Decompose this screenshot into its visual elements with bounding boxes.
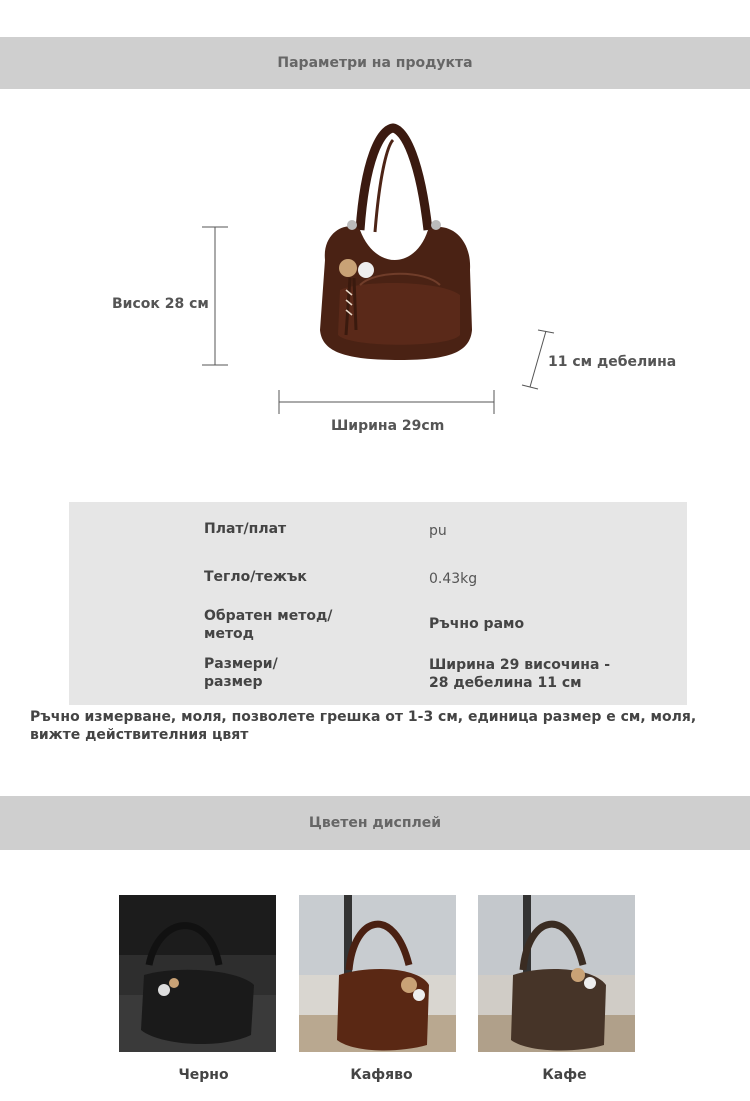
measurement-note: Ръчно измерване, моля, позволете грешка от 1-3 см, единица размер е см, моля, вижте действителния цвят (30, 709, 697, 743)
section-header-colors (0, 796, 750, 850)
bag-photo-coffee (478, 895, 635, 1052)
spec-key-size: Размери/ размер (204, 656, 278, 690)
spec-table (69, 502, 687, 705)
bag-photo-brown (299, 895, 456, 1052)
color-swatch-black[interactable] (119, 895, 276, 1052)
bag-image (300, 120, 490, 370)
section-title: Цветен дисплей (308, 815, 442, 831)
color-swatch-brown[interactable] (299, 895, 456, 1052)
spec-value-carry-method: Ръчно рамо (429, 616, 525, 632)
width-dimension-line (277, 388, 497, 416)
color-label-brown: Кафяво (350, 1067, 413, 1083)
spec-value-weight: 0.43kg (429, 571, 478, 587)
color-label-coffee: Кафе (542, 1067, 587, 1083)
spec-key-carry-method: Обратен метод/ метод (204, 608, 333, 642)
color-label-black: Черно (178, 1067, 229, 1083)
bag-photo-black (119, 895, 276, 1052)
spec-key-material: Плат/плат (204, 521, 287, 537)
spec-value-size: Ширина 29 височина - 28 дебелина 11 см (429, 657, 611, 691)
section-header-parameters (0, 37, 750, 89)
spec-key-weight: Тегло/тежък (204, 569, 307, 585)
color-swatch-coffee[interactable] (478, 895, 635, 1052)
section-title: Параметри на продукта (277, 55, 473, 71)
width-label: Ширина 29cm (331, 418, 445, 434)
thickness-label: 11 см дебелина (548, 354, 677, 370)
spec-value-material: pu (429, 523, 447, 539)
height-label: Висок 28 см (112, 296, 209, 312)
